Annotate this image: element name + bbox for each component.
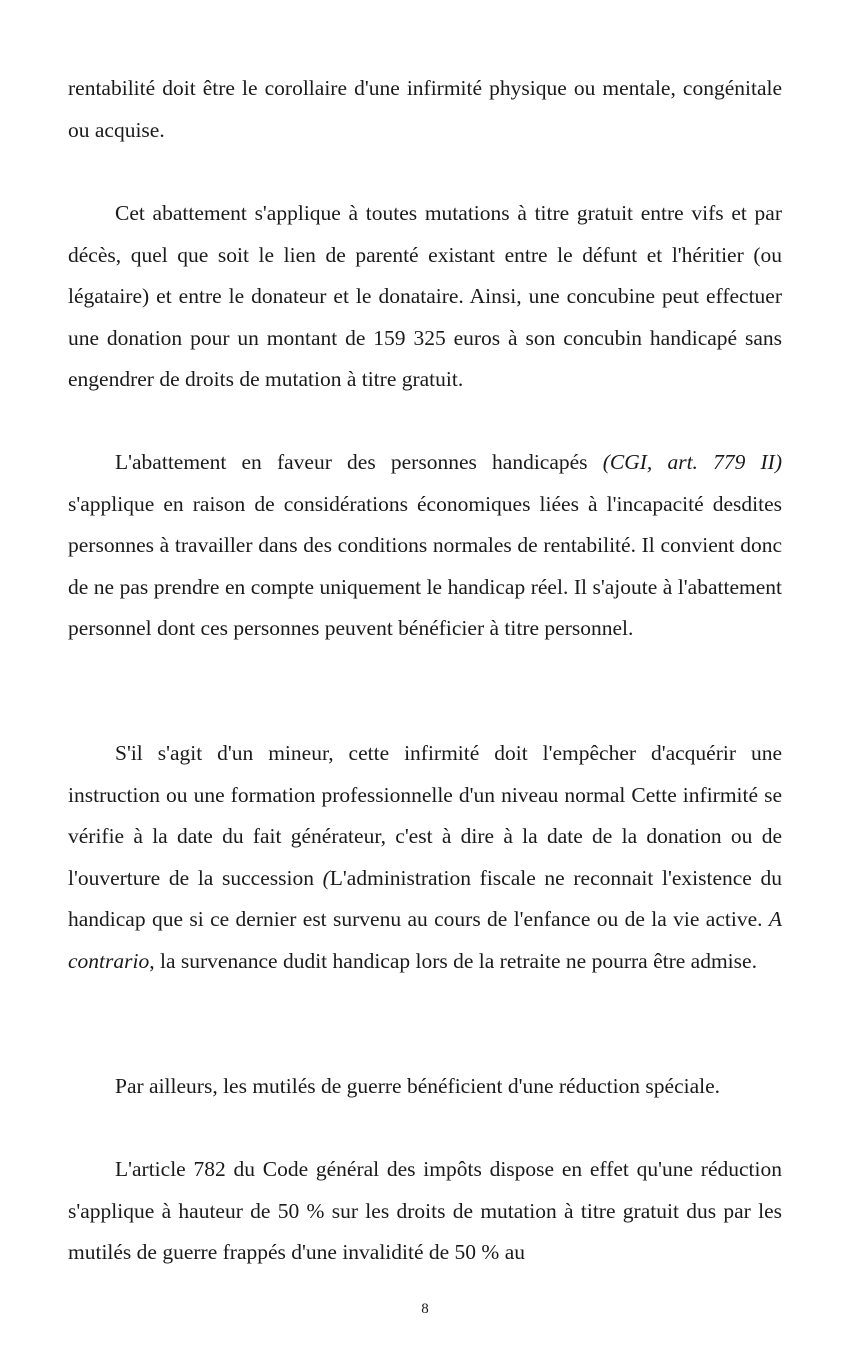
paragraph-text: Par ailleurs, les mutilés de guerre bénéficient d'une réduction spéciale.: [115, 1074, 721, 1098]
paragraph-text: L'article 782 du Code général des impôts dispose en effet qu'une réduction s'applique à hauteur de 50 % sur les droits de mutation à titre gratuit dus par les mutilés de guerre frappés d'une invalidité de 50 % au: [68, 1157, 782, 1264]
paragraph-minor-condition: [68, 733, 782, 982]
legal-reference: (CGI, art. 779 II): [602, 450, 782, 474]
open-parenthesis: (: [322, 865, 330, 890]
page-number: 8: [421, 1301, 429, 1317]
paragraph-abattement-scope: [68, 193, 782, 401]
paragraph-text: , la survenance dudit handicap lors de la retraite ne pourra être admise.: [149, 948, 757, 973]
paragraph-handicap-allowance: [68, 442, 782, 650]
paragraph-text: L'administration fiscale ne reconnait l'existence du handicap que si ce dernier est survenu au cours de l'enfance ou de la vie active.: [68, 865, 782, 931]
paragraph-article-782: [68, 1149, 782, 1274]
paragraph-text: s'applique en raison de considérations économiques liées à l'incapacité desdites personnes à travailler dans des conditions normales de rentabilité. Il convient donc de ne pas prendre en compte uniquement le handicap réel. Il s'ajoute à l'abattement personnel dont ces personnes peuvent bénéficier à titre personnel.: [68, 491, 782, 640]
latin-expression: A contrario: [68, 907, 782, 973]
paragraph-text: S'il s'agit d'un mineur, cette infirmité doit l'empêcher d'acquérir une instruction ou une formation professionnelle d'un niveau normal Cette infirmité se vérifie à la date du fait générateur, c'est à dire à la date de la donation ou de l'ouverture de la succession: [68, 741, 782, 890]
paragraph-continuation: [68, 68, 782, 151]
paragraph-war-mutilated: [68, 1066, 782, 1108]
paragraph-text: Cet abattement s'applique à toutes mutations à titre gratuit entre vifs et par décès, quel que soit le lien de parenté existant entre le défunt et l'héritier (ou légataire) et entre le donateur et le donataire. Ainsi, une concubine peut effectuer une donation pour un montant de 159 325 euros à son concubin handicapé sans engendrer de droits de mutation à titre gratuit.: [68, 201, 782, 391]
paragraph-text: L'abattement en faveur des personnes handicapés: [115, 450, 603, 474]
paragraph-text: rentabilité doit être le corollaire d'une infirmité physique ou mentale, congénitale ou acquise.: [68, 76, 782, 142]
